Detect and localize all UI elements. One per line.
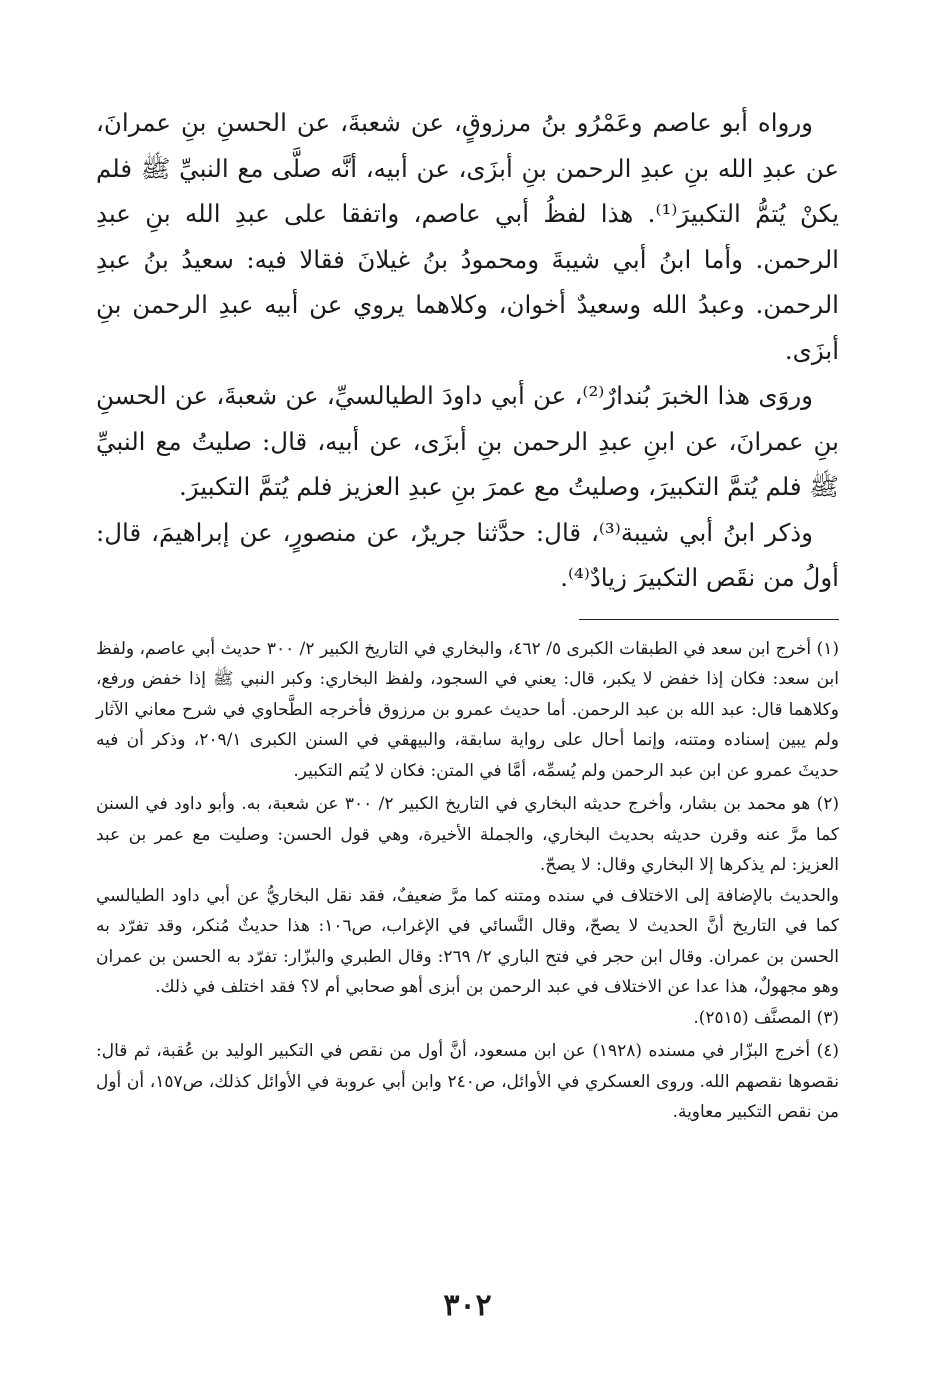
page-body — [96, 100, 839, 1128]
footnote-divider — [579, 619, 839, 620]
footnote-1: (١) أخرج ابن سعد في الطبقات الكبرى ٥/ ٤٦٢، والبخاري في التاريخ الكبير ٢/ ٣٠٠ حديث أبي عاصم، ولفظ ابن سعد: فكان إذا خفض لا يكبر، قال: يعني في السجود، ولفظ البخاري: وكبر النبي ﷺ إذا خفض ورفع، وكلاهما قال: عبد الله بن عبد الرحمن. أما حديث عمرو بن مرزوق فأخرجه الطَّحاوي في شرح معاني الآثار ولم يبين إسناده ومتنه، وإنما أحال على رواية سابقة، والبيهقي في السنن الكبرى ٢٠٩/١، وذكر أن فيه حديثَ عمرو عن ابن عبد الرحمن ولم يُسمِّه، أمَّا في المتن: فكان لا يُتم التكبير. — [96, 638, 839, 781]
paragraph-1: ورواه أبو عاصم وعَمْرُو بنُ مرزوقٍ، عن شعبةَ، عن الحسنِ بنِ عمرانَ، عن عبدِ الله بنِ عبدِ الرحمن بنِ أبزَى، عن أبيه، أنَّه صلَّى مع النبيِّ ﷺ فلم يكنْ يُتمُّ التكبيرَ⁽¹⁾. هذا لفظُ أبي عاصم، واتفقا على عبدِ الله بنِ عبدِ الرحمن. وأما ابنُ أبي شيبةَ ومحمودُ بنُ غيلانَ فقالا فيه: سعيدُ بنُ عبدِ الرحمن. وعبدُ الله وسعيدٌ أخوان، وكلاهما يروي عن أبيه عبدِ الرحمن بنِ أبزَى. — [96, 108, 840, 365]
footnote-4: (٤) أخرج البزّار في مسنده (١٩٢٨) عن ابن مسعود، أنَّ أول من نقص في التكبير الوليد بن عُقبة، ثم قال: نقصوها نقصهم الله. وروى العسكري في الأوائل، ص٢٤٠ وابن أبي عروبة في الأوائل كذلك، ص١٥٧، أن أول من نقص التكبير معاوية. — [96, 1041, 840, 1122]
footnotes — [96, 634, 839, 1128]
footnote-3: (٣) المصنَّف (٢٥١٥). — [693, 1007, 839, 1028]
page-number: ٣٠٢ — [443, 1288, 492, 1323]
paragraph-3: وذكر ابنُ أبي شيبة⁽³⁾، قال: حدَّثنا جريرٌ، عن منصورٍ، عن إبراهيمَ، قال: أولُ من نقَص التكبيرَ زيادٌ⁽⁴⁾. — [96, 517, 839, 592]
footnote-2-continuation: والحديث بالإضافة إلى الاختلاف في سنده ومتنه كما مرَّ ضعيفٌ، فقد نقل البخاريُّ عن أبي داود الطيالسي كما في التاريخ أنَّ الحديث لا يصحّ، وقال النَّسائي في الإغراب، ص١٠٦: هذا حديثٌ مُنكر، وقد تفرّد به الحسن بن عمران. وقال ابن حجر في فتح الباري ٢/ ٢٦٩: وقال الطبري والبزّار: تفرّد به الحسن بن عمران وهو مجهولٌ، هذا عدا عن الاختلاف في عبد الرحمن بن أبزى أهو صحابي أم لا؟ فقد اختلف في ذلك. — [96, 885, 839, 997]
paragraph-2: وروَى هذا الخبرَ بُندارٌ⁽²⁾، عن أبي داودَ الطيالسيِّ، عن شعبةَ، عن الحسنِ بنِ عمرانَ، عن ابنِ عبدِ الرحمن بنِ أبزَى، عن أبيه، قال: صليتُ مع النبيِّ ﷺ فلم يُتمَّ التكبيرَ، وصليتُ مع عمرَ بنِ عبدِ العزيز فلم يُتمَّ التكبيرَ. — [96, 381, 839, 501]
main-text — [96, 100, 839, 601]
footnote-2: (٢) هو محمد بن بشار، وأخرج حديثه البخاري في التاريخ الكبير ٢/ ٣٠٠ عن شعبة، به. وأبو داود في السنن كما مرَّ عنه وقرن حديثه بحديث البخاري، والجملة الأخيرة، وهي قول الحسن: وصليت مع عمر بن عبد العزيز: لم يذكرها إلا البخاري وقال: لا يصحّ. — [96, 794, 840, 875]
